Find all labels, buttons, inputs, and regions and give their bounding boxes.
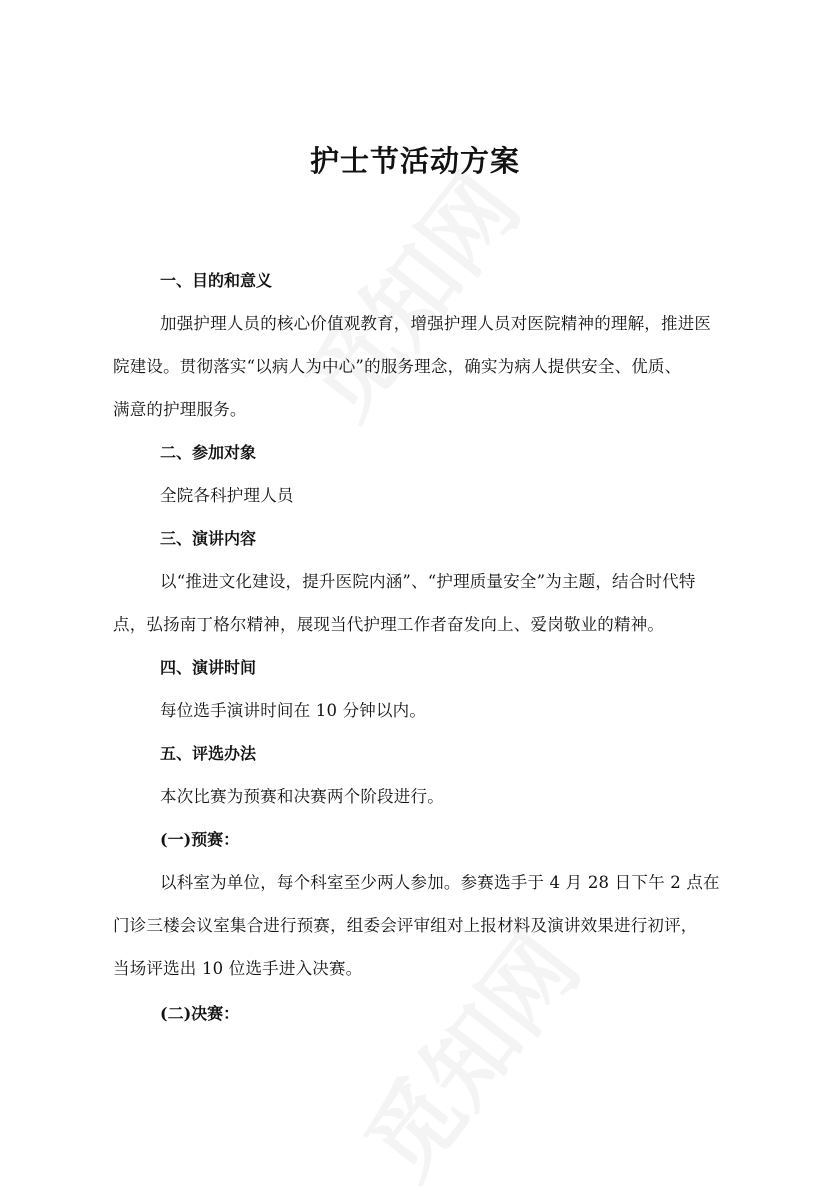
- section-heading-speech-content: 三、演讲内容: [160, 529, 257, 548]
- watermark: [330, 902, 604, 1201]
- paragraph-line: 以科室为单位，每个科室至少两人参加。参赛选手于 4 月 28 日下午 2 点在: [160, 873, 720, 892]
- paragraph-line: 当场评选出 10 位选手进入决赛。: [113, 959, 363, 978]
- paragraph-line: 本次比赛为预赛和决赛两个阶段进行。: [160, 787, 444, 806]
- section-heading-purpose: 一、目的和意义: [160, 271, 273, 290]
- paragraph-line: 点，弘扬南丁格尔精神，展现当代护理工作者奋发向上、爱岗敬业的精神。: [113, 615, 665, 634]
- paragraph-line: 全院各科护理人员: [160, 486, 294, 505]
- paragraph-line: 每位选手演讲时间在 10 分钟以内。: [160, 701, 427, 720]
- paragraph-line: 院建设。贯彻落实“以病人为中心”的服务理念，确实为病人提供安全、优质、: [113, 357, 682, 376]
- subsection-heading-final: (二)决赛：: [160, 1004, 240, 1023]
- paragraph-line: 以“推进文化建设，提升医院内涵”、“护理质量安全”为主题，结合时代特: [160, 572, 696, 591]
- paragraph-line: 满意的护理服务。: [113, 400, 247, 419]
- section-heading-participants: 二、参加对象: [160, 443, 257, 462]
- section-heading-evaluation: 五、评选办法: [160, 744, 257, 763]
- subsection-heading-preliminary: (一)预赛：: [160, 830, 240, 849]
- document-title: 护士节活动方案: [309, 144, 520, 178]
- paragraph-line: 加强护理人员的核心价值观教育，增强护理人员对医院精神的理解，推进医: [160, 314, 712, 333]
- section-heading-speech-time: 四、演讲时间: [160, 658, 257, 677]
- paragraph-line: 门诊三楼会议室集合进行预赛，组委会评审组对上报材料及演讲效果进行初评，: [113, 916, 698, 935]
- watermark: [270, 142, 544, 441]
